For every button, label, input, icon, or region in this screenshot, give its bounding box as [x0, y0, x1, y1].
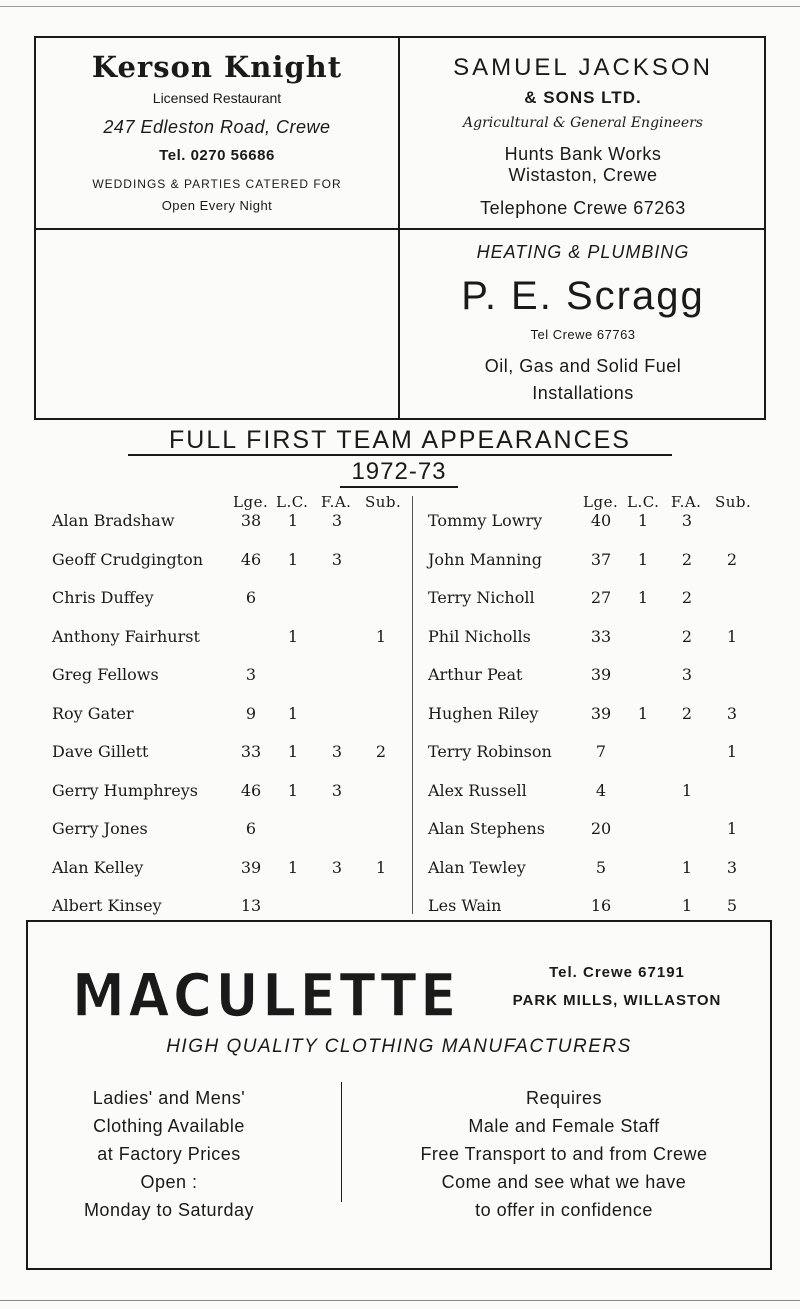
player-name: Alan Kelley	[52, 857, 144, 877]
table-row	[0, 704, 800, 726]
player-lge-count: 13	[240, 896, 262, 915]
player-lc-count: 1	[637, 549, 649, 569]
player-fa-count: 1	[681, 857, 693, 877]
maculette-divider	[341, 1082, 342, 1202]
maculette-right-line: Free Transport to and from Crewe	[420, 1144, 708, 1164]
player-lge-count: 33	[590, 626, 612, 646]
appearances-season: 1972-73	[340, 458, 458, 488]
player-lge-count: 40	[590, 511, 612, 530]
table-row	[0, 858, 800, 880]
player-name: Gerry Jones	[52, 819, 148, 838]
player-name: Arthur Peat	[428, 665, 523, 684]
player-sub-count: 1	[726, 626, 738, 646]
maculette-logo	[72, 960, 462, 1031]
player-fa-count: 3	[331, 511, 343, 530]
player-name: Alan Stephens	[428, 819, 545, 838]
player-sub-count: 3	[726, 703, 738, 723]
player-fa-count: 1	[681, 896, 693, 915]
samuel-jackson-name: SAMUEL JACKSON	[453, 54, 713, 81]
player-fa-count: 3	[331, 549, 343, 569]
player-name: Tommy Lowry	[428, 511, 543, 530]
table-row	[0, 781, 800, 803]
samuel-jackson-ad	[400, 38, 766, 228]
player-lge-count: 39	[590, 703, 612, 723]
maculette-left-line: at Factory Prices	[97, 1144, 241, 1164]
player-name: Geoff Crudgington	[52, 549, 204, 569]
scragg-heading: HEATING & PLUMBING	[476, 242, 690, 262]
player-lc-count: 1	[287, 703, 299, 723]
samuel-jackson-sons: & SONS LTD.	[524, 88, 642, 107]
player-name: Phil Nicholls	[428, 626, 531, 646]
player-fa-count: 3	[681, 665, 693, 684]
player-lge-count: 3	[245, 665, 257, 684]
player-lc-count: 1	[287, 511, 299, 530]
maculette-tel: Tel. Crewe 67191	[549, 964, 685, 981]
samuel-jackson-tel: Telephone Crewe 67263	[480, 198, 686, 218]
player-lc-count: 1	[637, 588, 649, 607]
maculette-left-line: Open :	[140, 1172, 198, 1192]
player-name: John Manning	[428, 549, 542, 569]
kerson-knight-weddings: WEDDINGS & PARTIES CATERED FOR	[92, 177, 342, 191]
maculette-ad	[26, 920, 772, 1270]
player-lge-count: 16	[590, 896, 612, 915]
player-fa-count: 3	[331, 742, 343, 761]
maculette-right-line: Male and Female Staff	[468, 1116, 660, 1136]
player-fa-count: 3	[681, 511, 693, 530]
player-lge-count: 7	[595, 742, 607, 761]
player-sub-count: 1	[726, 819, 738, 838]
player-name: Albert Kinsey	[52, 896, 162, 915]
player-name: Les Wain	[428, 896, 502, 915]
player-lge-count: 39	[590, 665, 612, 684]
player-fa-count: 2	[681, 588, 693, 607]
scragg-services-line2: Installations	[532, 383, 634, 403]
header-lge-right: Lge.	[583, 493, 619, 511]
header-fa-right: F.A.	[671, 493, 702, 511]
maculette-left-line: Clothing Available	[93, 1116, 245, 1136]
player-sub-count: 1	[375, 626, 387, 646]
kerson-knight-open: Open Every Night	[161, 198, 273, 213]
player-name: Greg Fellows	[52, 665, 159, 684]
player-name: Roy Gater	[52, 703, 134, 723]
player-lge-count: 33	[240, 742, 262, 761]
player-lc-count: 1	[287, 780, 299, 800]
player-sub-count: 5	[726, 896, 738, 915]
header-lc-left: L.C.	[276, 493, 309, 511]
header-sub-left: Sub.	[365, 493, 402, 511]
samuel-jackson-works: Hunts Bank Works	[504, 144, 662, 164]
player-fa-count: 3	[331, 857, 343, 877]
player-lge-count: 39	[240, 857, 262, 877]
header-sub-right: Sub.	[715, 493, 752, 511]
maculette-right-text	[368, 1084, 760, 1224]
page-bottom-rule	[0, 1300, 800, 1301]
appearances-title: FULL FIRST TEAM APPEARANCES	[128, 426, 672, 456]
scragg-ad	[400, 230, 766, 420]
player-lc-count: 1	[637, 511, 649, 530]
player-lge-count: 6	[245, 588, 257, 607]
maculette-left-text	[48, 1084, 290, 1224]
maculette-address: PARK MILLS, WILLASTON	[512, 992, 722, 1009]
table-row	[0, 511, 800, 533]
player-name: Gerry Humphreys	[52, 780, 199, 800]
player-lge-count: 5	[595, 857, 607, 877]
player-fa-count: 2	[681, 703, 693, 723]
table-row	[0, 819, 800, 841]
player-sub-count: 1	[375, 857, 387, 877]
kerson-knight-tel: Tel. 0270 56686	[159, 147, 275, 164]
player-name: Alan Tewley	[428, 857, 526, 877]
advert-grid	[34, 36, 766, 420]
player-lge-count: 46	[240, 549, 262, 569]
player-lge-count: 37	[590, 549, 612, 569]
player-lge-count: 6	[245, 819, 257, 838]
player-lge-count: 38	[240, 511, 262, 530]
blank-advert-cell	[36, 230, 398, 420]
kerson-knight-name: Kerson Knight	[91, 50, 343, 84]
table-row	[0, 588, 800, 610]
player-lge-count: 4	[595, 780, 607, 800]
player-fa-count: 1	[681, 780, 693, 800]
kerson-knight-subtitle: Licensed Restaurant	[152, 90, 282, 106]
player-fa-count: 2	[681, 549, 693, 569]
maculette-logo-text: MACULETTE	[72, 961, 460, 1031]
player-lc-count: 1	[287, 857, 299, 877]
player-lc-count: 1	[637, 703, 649, 723]
maculette-right-line: Come and see what we have	[441, 1172, 687, 1192]
header-fa-left: F.A.	[321, 493, 352, 511]
player-name: Dave Gillett	[52, 742, 149, 761]
maculette-right-line: to offer in confidence	[475, 1200, 653, 1220]
player-fa-count: 2	[681, 626, 693, 646]
scragg-tel: Tel Crewe 67763	[530, 327, 636, 342]
player-lge-count: 46	[240, 780, 262, 800]
samuel-jackson-engineers: Agricultural & General Engineers	[463, 115, 703, 131]
player-lge-count: 27	[590, 588, 612, 607]
maculette-left-line: Monday to Saturday	[83, 1200, 255, 1220]
page-top-rule	[0, 0, 800, 7]
table-row	[0, 550, 800, 572]
table-row	[0, 896, 800, 918]
player-lc-count: 1	[287, 742, 299, 761]
header-lc-right: L.C.	[627, 493, 660, 511]
player-sub-count: 2	[726, 549, 738, 569]
scragg-name: P. E. Scragg	[461, 274, 705, 318]
maculette-left-line: Ladies' and Mens'	[92, 1088, 246, 1108]
maculette-right-line: Requires	[525, 1088, 603, 1108]
player-fa-count: 3	[331, 780, 343, 800]
player-lc-count: 1	[287, 549, 299, 569]
player-name: Terry Robinson	[428, 742, 552, 761]
player-lge-count: 9	[245, 703, 257, 723]
player-name: Alex Russell	[428, 780, 527, 800]
player-sub-count: 2	[375, 742, 387, 761]
player-sub-count: 3	[726, 857, 738, 877]
samuel-jackson-place: Wistaston, Crewe	[508, 165, 658, 185]
player-name: Chris Duffey	[52, 588, 154, 607]
player-lc-count: 1	[287, 626, 299, 646]
table-row	[0, 665, 800, 687]
player-name: Terry Nicholl	[428, 588, 535, 607]
maculette-tagline: HIGH QUALITY CLOTHING MANUFACTURERS	[166, 1036, 632, 1057]
player-sub-count: 1	[726, 742, 738, 761]
kerson-knight-ad	[36, 38, 398, 228]
kerson-knight-address: 247 Edleston Road, Crewe	[103, 117, 331, 137]
player-name: Alan Bradshaw	[52, 511, 175, 530]
player-name: Anthony Fairhurst	[52, 626, 200, 646]
table-row	[0, 742, 800, 764]
scragg-services-line1: Oil, Gas and Solid Fuel	[484, 356, 682, 376]
table-row	[0, 627, 800, 649]
player-name: Hughen Riley	[428, 703, 539, 723]
player-lge-count: 20	[590, 819, 612, 838]
header-lge-left: Lge.	[233, 493, 269, 511]
